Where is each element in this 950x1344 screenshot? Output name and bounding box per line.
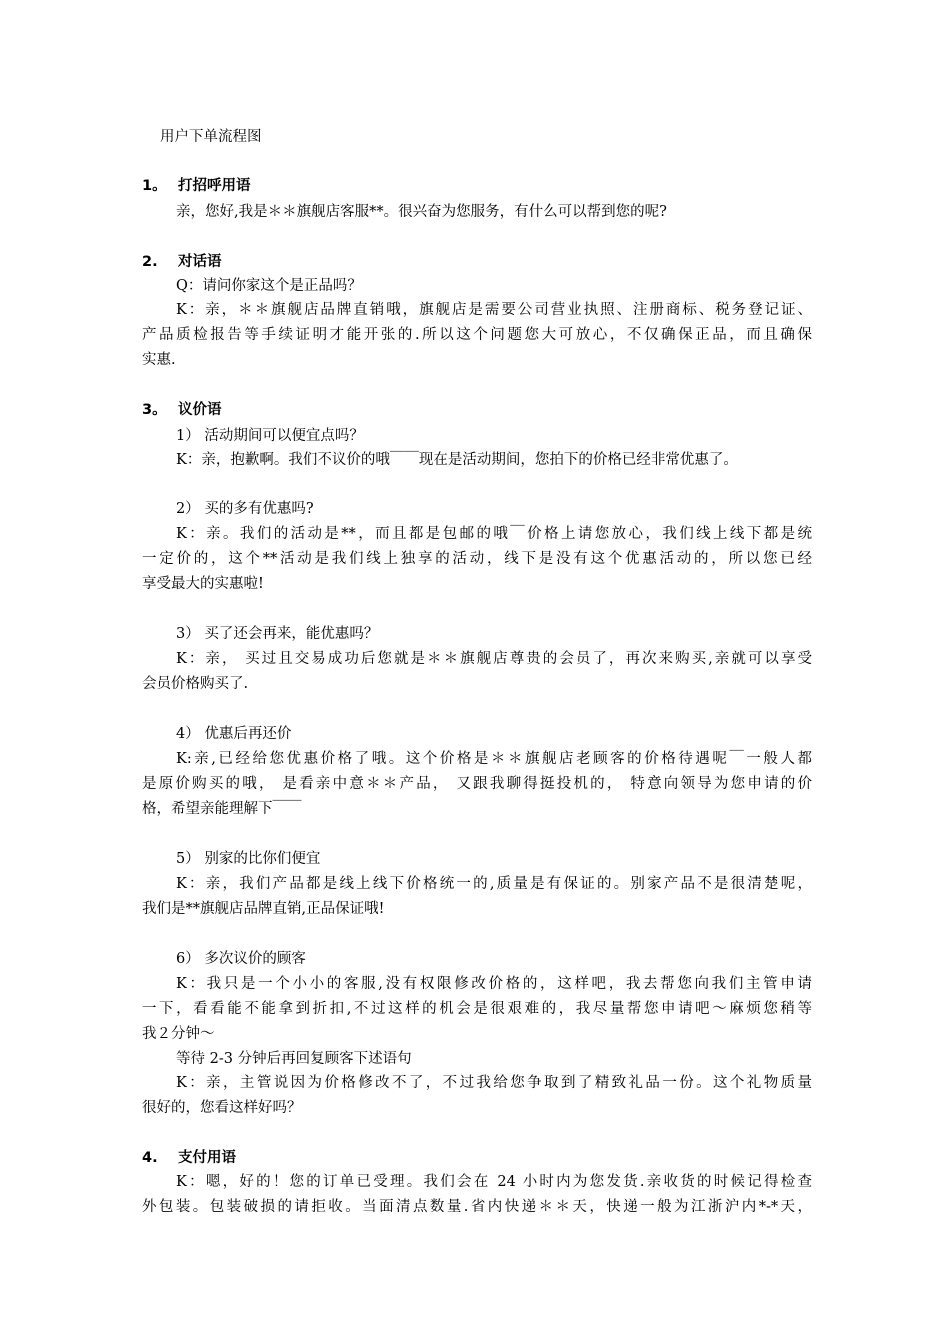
section-heading-2 — [142, 250, 812, 274]
paragraph-line: 产品质检报告等手续证明才能开张的.所以这个问题您大可放心，不仅确保正品，而且确保 — [142, 327, 812, 343]
section-heading-1 — [142, 174, 812, 198]
section-number: 3。 — [142, 402, 167, 418]
section-title: 对话语 — [178, 254, 222, 270]
paragraph-line: 一下，看看能不能拿到折扣,不过这样的机会是很艰难的，我尽量帮您申请吧～麻烦您稍等 — [142, 1001, 812, 1017]
section-heading-3 — [142, 398, 812, 422]
section-title: 打招呼用语 — [178, 178, 251, 194]
paragraph-line: 我们是**旗舰店品牌直销,正品保证哦! — [142, 901, 385, 917]
paragraph-line: K：亲，＊＊旗舰店品牌直销哦，旗舰店是需要公司营业执照、注册商标、税务登记证、 — [176, 302, 812, 318]
paragraph-line: 亲，您好,我是＊＊旗舰店客服**。很兴奋为您服务，有什么可以帮到您的呢? — [176, 204, 667, 220]
section-title: 议价语 — [178, 402, 222, 418]
paragraph-line: 是原价购买的哦， 是看亲中意＊＊产品， 又跟我聊得挺投机的， 特意向领导为您申请的价 — [142, 776, 812, 792]
question-line: Q：请问你家这个是正品吗？ — [176, 278, 362, 294]
section-heading-4 — [142, 1146, 812, 1170]
paragraph-line: K：亲，我们产品都是线上线下价格统一的,质量是有保证的。别家产品不是很清楚呢， — [176, 876, 812, 892]
paragraph-line: K：亲，主管说因为价格修改不了，不过我给您争取到了精致礼品一份。这个礼物质量 — [176, 1075, 812, 1091]
question-line: 1） 活动期间可以便宜点吗？ — [176, 428, 364, 444]
paragraph-line: 格，希望亲能理解下￣￣ — [142, 801, 302, 817]
question-line: 6） 多次议价的顾客 — [176, 951, 306, 967]
paragraph-line: K：亲。我们的活动是**，而且都是包邮的哦￣价格上请您放心，我们线上线下都是统 — [176, 526, 812, 542]
paragraph-line: K：亲， 买过且交易成功后您就是＊＊旗舰店尊贵的会员了，再次来购买,亲就可以享受 — [176, 651, 812, 667]
paragraph-line: 实惠. — [142, 352, 176, 368]
paragraph-line: 我２分钟～ — [142, 1026, 215, 1042]
paragraph-line: K：嗯，好的！您的订单已受理。我们会在 24 小时内为您发货.亲收货的时候记得检查 — [176, 1174, 812, 1190]
section-number: 2. — [142, 254, 158, 270]
paragraph-line: 享受最大的实惠啦! — [142, 576, 264, 592]
section-title: 支付用语 — [178, 1150, 236, 1166]
section-number: 4. — [142, 1150, 158, 1166]
paragraph-line: K：我只是一个小小的客服,没有权限修改价格的，这样吧，我去帮您向我们主管申请 — [176, 976, 812, 992]
document-title: 用户下单流程图 — [160, 129, 262, 145]
note-line: 等待 2-3 分钟后再回复顾客下述语句 — [176, 1051, 412, 1067]
section-number: 1。 — [142, 178, 167, 194]
paragraph-line: 一定价的，这个**活动是我们线上独享的活动，线下是没有这个优惠活动的，所以您已经 — [142, 551, 812, 567]
paragraph-line: 很好的，您看这样好吗？ — [142, 1100, 302, 1116]
question-line: 4） 优惠后再还价 — [176, 726, 292, 742]
question-line: 3） 买了还会再来，能优惠吗？ — [176, 626, 379, 642]
question-line: 5） 别家的比你们便宜 — [176, 851, 321, 867]
paragraph-line: 会员价格购买了. — [142, 676, 249, 692]
paragraph-line: 外包装。包装破损的请拒收。当面清点数量.省内快递＊＊天，快递一般为江浙沪内*-*天， — [142, 1199, 812, 1215]
paragraph-line: K:亲,已经给您优惠价格了哦。这个价格是＊＊旗舰店老顾客的价格待遇呢￣一般人都 — [176, 751, 812, 767]
question-line: 2） 买的多有优惠吗? — [176, 501, 314, 517]
paragraph-line: K：亲，抱歉啊。我们不议价的哦￣￣现在是活动期间，您拍下的价格已经非常优惠了。 — [176, 452, 738, 468]
